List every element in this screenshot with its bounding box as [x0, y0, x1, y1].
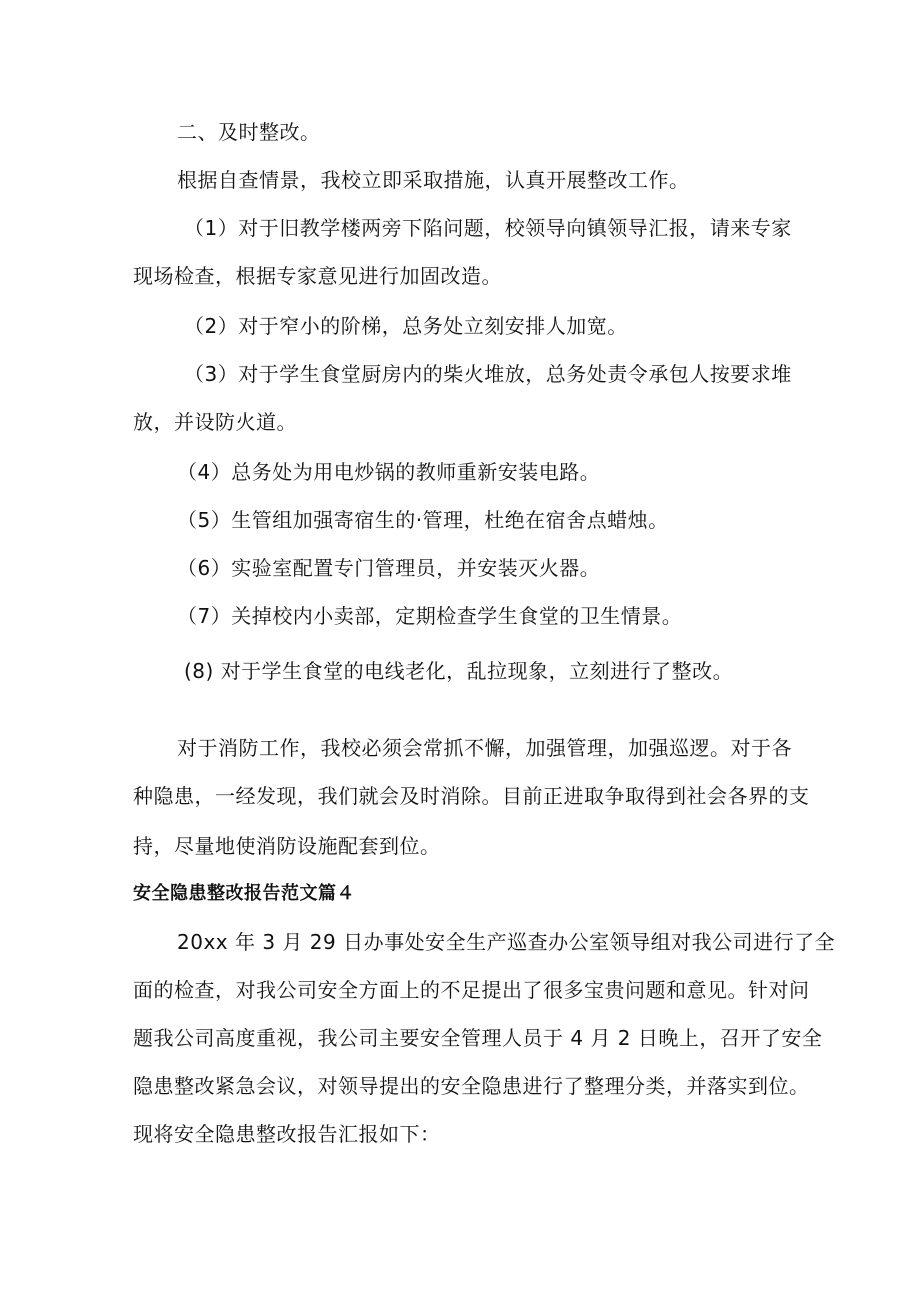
article-line3: 题我公司高度重视，我公司主要安全管理人员于 4 月 2 日晚上，召开了安全 — [133, 1026, 823, 1050]
list-item-6: （6）实验室配置专门管理员，并安装灭火器。 — [177, 556, 601, 580]
closing-line2: 种隐患，一经发现，我们就会及时消除。目前正进取争取得到社会各界的支 — [133, 784, 810, 808]
list-item-7: （7）关掉校内小卖部，定期检查学生食堂的卫生情景。 — [177, 604, 683, 628]
intro-paragraph: 根据自查情景，我校立即采取措施，认真开展整改工作。 — [177, 168, 690, 192]
article-line5: 现将安全隐患整改报告汇报如下： — [133, 1122, 441, 1146]
list-item-3-line1: （3）对于学生食堂厨房内的柴火堆放，总务处责令承包人按要求堆 — [184, 362, 792, 386]
list-item-3-line2: 放，并设防火道。 — [133, 410, 297, 434]
list-item-8: (8) 对于学生食堂的电线老化，乱拉现象，立刻进行了整改。 — [184, 659, 734, 683]
list-item-4: （4）总务处为用电炒锅的教师重新安装电路。 — [177, 460, 601, 484]
list-item-2: （2）对于窄小的阶梯，总务处立刻安排人加宽。 — [184, 314, 628, 338]
list-item-1-line1: （1）对于旧教学楼两旁下陷问题，校领导向镇领导汇报，请来专家 — [184, 216, 792, 240]
article-line2: 面的检查，对我公司安全方面上的不足提出了很多宝贵问题和意见。针对问 — [133, 978, 810, 1002]
list-item-5: （5）生管组加强寄宿生的·管理，杜绝在宿舍点蜡烛。 — [177, 508, 669, 532]
article-title: 安全隐患整改报告范文篇４ — [133, 883, 355, 904]
article-line1: 20xx 年 3 月 29 日办事处安全生产巡查办公室领导组对我公司进行了全 — [177, 930, 836, 954]
section-heading: 二、及时整改。 — [177, 120, 321, 144]
article-line4: 隐患整改紧急会议，对领导提出的安全隐患进行了整理分类，并落实到位。 — [133, 1074, 810, 1098]
closing-line1: 对于消防工作，我校必须会常抓不懈，加强管理，加强巡逻。对于各 — [177, 736, 792, 760]
closing-line3: 持，尽量地使消防设施配套到位。 — [133, 834, 441, 858]
list-item-1-line2: 现场检查，根据专家意见进行加固改造。 — [133, 264, 502, 288]
